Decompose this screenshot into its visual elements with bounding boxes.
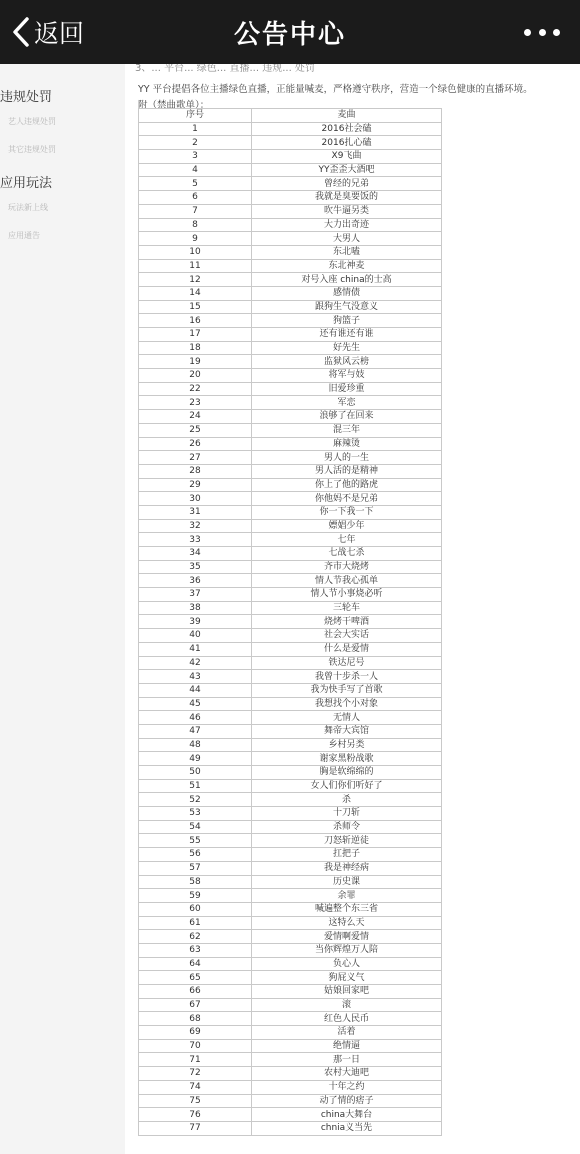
table-row <box>139 492 442 506</box>
song-title-cell: 历史课 <box>252 875 442 889</box>
song-title-cell: 情人节我心孤单 <box>252 574 442 588</box>
song-title-cell: 跟狗生气没意义 <box>252 300 442 314</box>
song-title-cell: 狗篮子 <box>252 314 442 328</box>
row-number-cell: 77 <box>139 1121 252 1135</box>
row-number-cell: 2 <box>139 136 252 150</box>
table-row <box>139 971 442 985</box>
row-number-cell: 38 <box>139 601 252 615</box>
table-row <box>139 642 442 656</box>
song-title-cell: 我就是臭要饭的 <box>252 191 442 205</box>
row-number-cell: 7 <box>139 204 252 218</box>
table-row <box>139 875 442 889</box>
song-title-cell: 吹牛逼另类 <box>252 204 442 218</box>
sidebar <box>0 64 125 1154</box>
song-title-cell: 情人节小事烧必听 <box>252 588 442 602</box>
song-title-cell: 谢家黑粉战歌 <box>252 752 442 766</box>
table-row <box>139 136 442 150</box>
song-title-cell: 齐市大烧烤 <box>252 560 442 574</box>
table-row <box>139 1121 442 1135</box>
song-title-cell: 东北嗑 <box>252 245 442 259</box>
song-title-cell: chnia义当先 <box>252 1121 442 1135</box>
row-number-cell: 34 <box>139 547 252 561</box>
announcement-intro: YY 平台提倡各位主播绿色直播，正能量喊麦，严格遵守秩序，营造一个绿色健康的直播环境。 <box>138 84 533 95</box>
table-row <box>139 985 442 999</box>
table-row <box>139 1067 442 1081</box>
row-number-cell: 41 <box>139 642 252 656</box>
column-header-number: 序号 <box>139 109 252 123</box>
song-title-cell: 爱情啊爱情 <box>252 930 442 944</box>
row-number-cell: 19 <box>139 355 252 369</box>
sidebar-item-app-notice[interactable]: 应用通告 <box>8 231 40 240</box>
row-number-cell: 63 <box>139 943 252 957</box>
row-number-cell: 62 <box>139 930 252 944</box>
row-number-cell: 26 <box>139 437 252 451</box>
table-row <box>139 328 442 342</box>
page-title: 公告中心 <box>233 20 346 50</box>
attachment-label: 附（禁曲歌单）： <box>138 100 210 111</box>
song-title-cell: 男人活的是精神 <box>252 464 442 478</box>
song-title-cell: 曾经的兄弟 <box>252 177 442 191</box>
song-title-cell: 混三年 <box>252 423 442 437</box>
row-number-cell: 76 <box>139 1108 252 1122</box>
table-row <box>139 957 442 971</box>
table-row <box>139 697 442 711</box>
row-number-cell: 3 <box>139 150 252 164</box>
table-row <box>139 738 442 752</box>
row-number-cell: 28 <box>139 464 252 478</box>
table-row <box>139 861 442 875</box>
song-title-cell: 好先生 <box>252 341 442 355</box>
table-row <box>139 930 442 944</box>
table-row <box>139 410 442 424</box>
table-row <box>139 1108 442 1122</box>
table-row <box>139 615 442 629</box>
table-row <box>139 204 442 218</box>
song-title-cell: 七战七杀 <box>252 547 442 561</box>
row-number-cell: 44 <box>139 683 252 697</box>
song-title-cell: 女人们你们听好了 <box>252 779 442 793</box>
table-row <box>139 423 442 437</box>
song-title-cell: 烧烤干啤酒 <box>252 615 442 629</box>
table-row <box>139 533 442 547</box>
sidebar-group-app-play[interactable]: 应用玩法 <box>0 176 53 191</box>
row-number-cell: 17 <box>139 328 252 342</box>
song-title-cell: 2016扎心磕 <box>252 136 442 150</box>
song-title-cell: 乡村另类 <box>252 738 442 752</box>
table-row <box>139 711 442 725</box>
song-title-cell: YY歪歪大酒吧 <box>252 163 442 177</box>
row-number-cell: 25 <box>139 423 252 437</box>
table-row <box>139 656 442 670</box>
song-title-cell: 活着 <box>252 1026 442 1040</box>
row-number-cell: 15 <box>139 300 252 314</box>
row-number-cell: 66 <box>139 985 252 999</box>
table-row <box>139 437 442 451</box>
song-title-cell: 十年之约 <box>252 1080 442 1094</box>
row-number-cell: 58 <box>139 875 252 889</box>
table-row <box>139 286 442 300</box>
song-title-cell: 军恋 <box>252 396 442 410</box>
table-row <box>139 273 442 287</box>
row-number-cell: 18 <box>139 341 252 355</box>
table-row <box>139 451 442 465</box>
table-row <box>139 547 442 561</box>
row-number-cell: 43 <box>139 670 252 684</box>
song-title-cell: X9飞曲 <box>252 150 442 164</box>
table-row <box>139 355 442 369</box>
row-number-cell: 36 <box>139 574 252 588</box>
row-number-cell: 52 <box>139 793 252 807</box>
song-title-cell: 扛把子 <box>252 848 442 862</box>
row-number-cell: 70 <box>139 1039 252 1053</box>
row-number-cell: 31 <box>139 505 252 519</box>
table-row <box>139 683 442 697</box>
table-row <box>139 122 442 136</box>
song-title-cell: 刀怒斩逆徒 <box>252 834 442 848</box>
song-title-cell: 我曾十步杀一人 <box>252 670 442 684</box>
banned-songs-table <box>138 108 442 1136</box>
row-number-cell: 22 <box>139 382 252 396</box>
row-number-cell: 64 <box>139 957 252 971</box>
table-row <box>139 807 442 821</box>
table-row <box>139 314 442 328</box>
table-row <box>139 1012 442 1026</box>
song-title-cell: 动了情的痞子 <box>252 1094 442 1108</box>
table-row <box>139 752 442 766</box>
row-number-cell: 10 <box>139 245 252 259</box>
song-title-cell: 我想找个小对象 <box>252 697 442 711</box>
more-dot-icon <box>553 29 560 36</box>
row-number-cell: 14 <box>139 286 252 300</box>
table-row <box>139 369 442 383</box>
table-row <box>139 670 442 684</box>
song-title-cell: 我是神经病 <box>252 861 442 875</box>
more-menu-button[interactable] <box>524 22 560 42</box>
song-title-cell: 还有谁还有谁 <box>252 328 442 342</box>
table-row <box>139 232 442 246</box>
song-title-cell: 你上了他的路虎 <box>252 478 442 492</box>
sidebar-item-other-violation[interactable]: 其它违规处罚 <box>8 145 56 154</box>
row-number-cell: 1 <box>139 122 252 136</box>
row-number-cell: 11 <box>139 259 252 273</box>
sidebar-group-violation[interactable]: 违规处罚 <box>0 90 53 105</box>
table-row <box>139 396 442 410</box>
back-label: 返回 <box>34 19 85 48</box>
row-number-cell: 74 <box>139 1080 252 1094</box>
row-number-cell: 35 <box>139 560 252 574</box>
row-number-cell: 46 <box>139 711 252 725</box>
row-number-cell: 12 <box>139 273 252 287</box>
row-number-cell: 75 <box>139 1094 252 1108</box>
row-number-cell: 32 <box>139 519 252 533</box>
song-title-cell: 嫖娼少年 <box>252 519 442 533</box>
song-title-cell: 感情债 <box>252 286 442 300</box>
row-number-cell: 23 <box>139 396 252 410</box>
row-number-cell: 45 <box>139 697 252 711</box>
row-number-cell: 56 <box>139 848 252 862</box>
song-title-cell: 那一日 <box>252 1053 442 1067</box>
table-row <box>139 505 442 519</box>
song-title-cell: 七年 <box>252 533 442 547</box>
table-row <box>139 724 442 738</box>
song-title-cell: 你他妈不是兄弟 <box>252 492 442 506</box>
song-title-cell: 社会大实话 <box>252 629 442 643</box>
song-title-cell: 姑娘回家吧 <box>252 985 442 999</box>
song-title-cell: 对号入座 china的士高 <box>252 273 442 287</box>
table-row <box>139 916 442 930</box>
table-row <box>139 998 442 1012</box>
row-number-cell: 60 <box>139 902 252 916</box>
row-number-cell: 40 <box>139 629 252 643</box>
row-number-cell: 51 <box>139 779 252 793</box>
row-number-cell: 61 <box>139 916 252 930</box>
truncated-text-line: 3、... 平台... 绿色... 直播... 违规... 处罚 <box>135 64 315 74</box>
table-row <box>139 601 442 615</box>
table-row <box>139 478 442 492</box>
sidebar-item-new-play[interactable]: 玩法新上线 <box>8 203 48 212</box>
song-title-cell: 男人的一生 <box>252 451 442 465</box>
table-row <box>139 943 442 957</box>
table-row <box>139 889 442 903</box>
song-title-cell: 什么是爱情 <box>252 642 442 656</box>
row-number-cell: 27 <box>139 451 252 465</box>
song-title-cell: 舞帝大宾馆 <box>252 724 442 738</box>
table-row <box>139 560 442 574</box>
row-number-cell: 48 <box>139 738 252 752</box>
table-row <box>139 191 442 205</box>
sidebar-item-artist-violation[interactable]: 艺人违规处罚 <box>8 117 56 126</box>
row-number-cell: 8 <box>139 218 252 232</box>
table-row <box>139 1080 442 1094</box>
table-row <box>139 1094 442 1108</box>
song-title-cell: 大男人 <box>252 232 442 246</box>
row-number-cell: 9 <box>139 232 252 246</box>
song-title-cell: china大舞台 <box>252 1108 442 1122</box>
row-number-cell: 53 <box>139 807 252 821</box>
song-title-cell: 喊遍整个东三省 <box>252 902 442 916</box>
table-row <box>139 1026 442 1040</box>
song-title-cell: 负心人 <box>252 957 442 971</box>
table-header-row <box>139 109 442 123</box>
table-row <box>139 177 442 191</box>
row-number-cell: 72 <box>139 1067 252 1081</box>
table-row <box>139 245 442 259</box>
song-title-cell: 2016社会磕 <box>252 122 442 136</box>
row-number-cell: 33 <box>139 533 252 547</box>
table-row <box>139 820 442 834</box>
announcement-content <box>125 64 580 1154</box>
row-number-cell: 39 <box>139 615 252 629</box>
row-number-cell: 49 <box>139 752 252 766</box>
row-number-cell: 57 <box>139 861 252 875</box>
song-title-cell: 当你辉煌万人陪 <box>252 943 442 957</box>
row-number-cell: 29 <box>139 478 252 492</box>
column-header-song: 麦曲 <box>252 109 442 123</box>
table-row <box>139 766 442 780</box>
song-title-cell: 麻辣烫 <box>252 437 442 451</box>
row-number-cell: 16 <box>139 314 252 328</box>
table-row <box>139 382 442 396</box>
song-title-cell: 滚 <box>252 998 442 1012</box>
nav-bar <box>0 0 580 64</box>
song-title-cell: 十刀斩 <box>252 807 442 821</box>
row-number-cell: 5 <box>139 177 252 191</box>
more-dot-icon <box>539 29 546 36</box>
song-title-cell: 东北神麦 <box>252 259 442 273</box>
song-title-cell: 我为快手写了首歌 <box>252 683 442 697</box>
row-number-cell: 55 <box>139 834 252 848</box>
row-number-cell: 37 <box>139 588 252 602</box>
row-number-cell: 68 <box>139 1012 252 1026</box>
row-number-cell: 69 <box>139 1026 252 1040</box>
table-row <box>139 341 442 355</box>
table-row <box>139 1053 442 1067</box>
row-number-cell: 65 <box>139 971 252 985</box>
table-row <box>139 629 442 643</box>
song-title-cell: 将军与妓 <box>252 369 442 383</box>
song-title-cell: 监狱风云榜 <box>252 355 442 369</box>
row-number-cell: 24 <box>139 410 252 424</box>
song-title-cell: 无情人 <box>252 711 442 725</box>
song-title-cell: 旧爱珍重 <box>252 382 442 396</box>
table-row <box>139 300 442 314</box>
row-number-cell: 4 <box>139 163 252 177</box>
row-number-cell: 59 <box>139 889 252 903</box>
song-title-cell: 铁达尼号 <box>252 656 442 670</box>
table-row <box>139 259 442 273</box>
song-title-cell: 杀 <box>252 793 442 807</box>
row-number-cell: 6 <box>139 191 252 205</box>
table-row <box>139 464 442 478</box>
song-title-cell: 狗屁义气 <box>252 971 442 985</box>
table-row <box>139 519 442 533</box>
table-row <box>139 1039 442 1053</box>
table-row <box>139 779 442 793</box>
table-row <box>139 793 442 807</box>
song-title-cell: 三轮车 <box>252 601 442 615</box>
table-row <box>139 218 442 232</box>
song-title-cell: 农村大迪吧 <box>252 1067 442 1081</box>
row-number-cell: 54 <box>139 820 252 834</box>
more-dot-icon <box>524 29 531 36</box>
table-row <box>139 150 442 164</box>
row-number-cell: 50 <box>139 766 252 780</box>
row-number-cell: 71 <box>139 1053 252 1067</box>
table-row <box>139 848 442 862</box>
table-row <box>139 574 442 588</box>
row-number-cell: 30 <box>139 492 252 506</box>
row-number-cell: 20 <box>139 369 252 383</box>
song-title-cell: 红色人民币 <box>252 1012 442 1026</box>
song-title-cell: 杀师令 <box>252 820 442 834</box>
song-title-cell: 余罪 <box>252 889 442 903</box>
song-title-cell: 绝情逼 <box>252 1039 442 1053</box>
song-title-cell: 你一下我一下 <box>252 505 442 519</box>
row-number-cell: 42 <box>139 656 252 670</box>
table-row <box>139 834 442 848</box>
table-row <box>139 163 442 177</box>
song-title-cell: 胸是软绵绵的 <box>252 766 442 780</box>
song-title-cell: 大力出奇迹 <box>252 218 442 232</box>
song-title-cell: 这特么天 <box>252 916 442 930</box>
row-number-cell: 67 <box>139 998 252 1012</box>
row-number-cell: 47 <box>139 724 252 738</box>
table-row <box>139 588 442 602</box>
table-row <box>139 902 442 916</box>
song-title-cell: 浪够了在回来 <box>252 410 442 424</box>
